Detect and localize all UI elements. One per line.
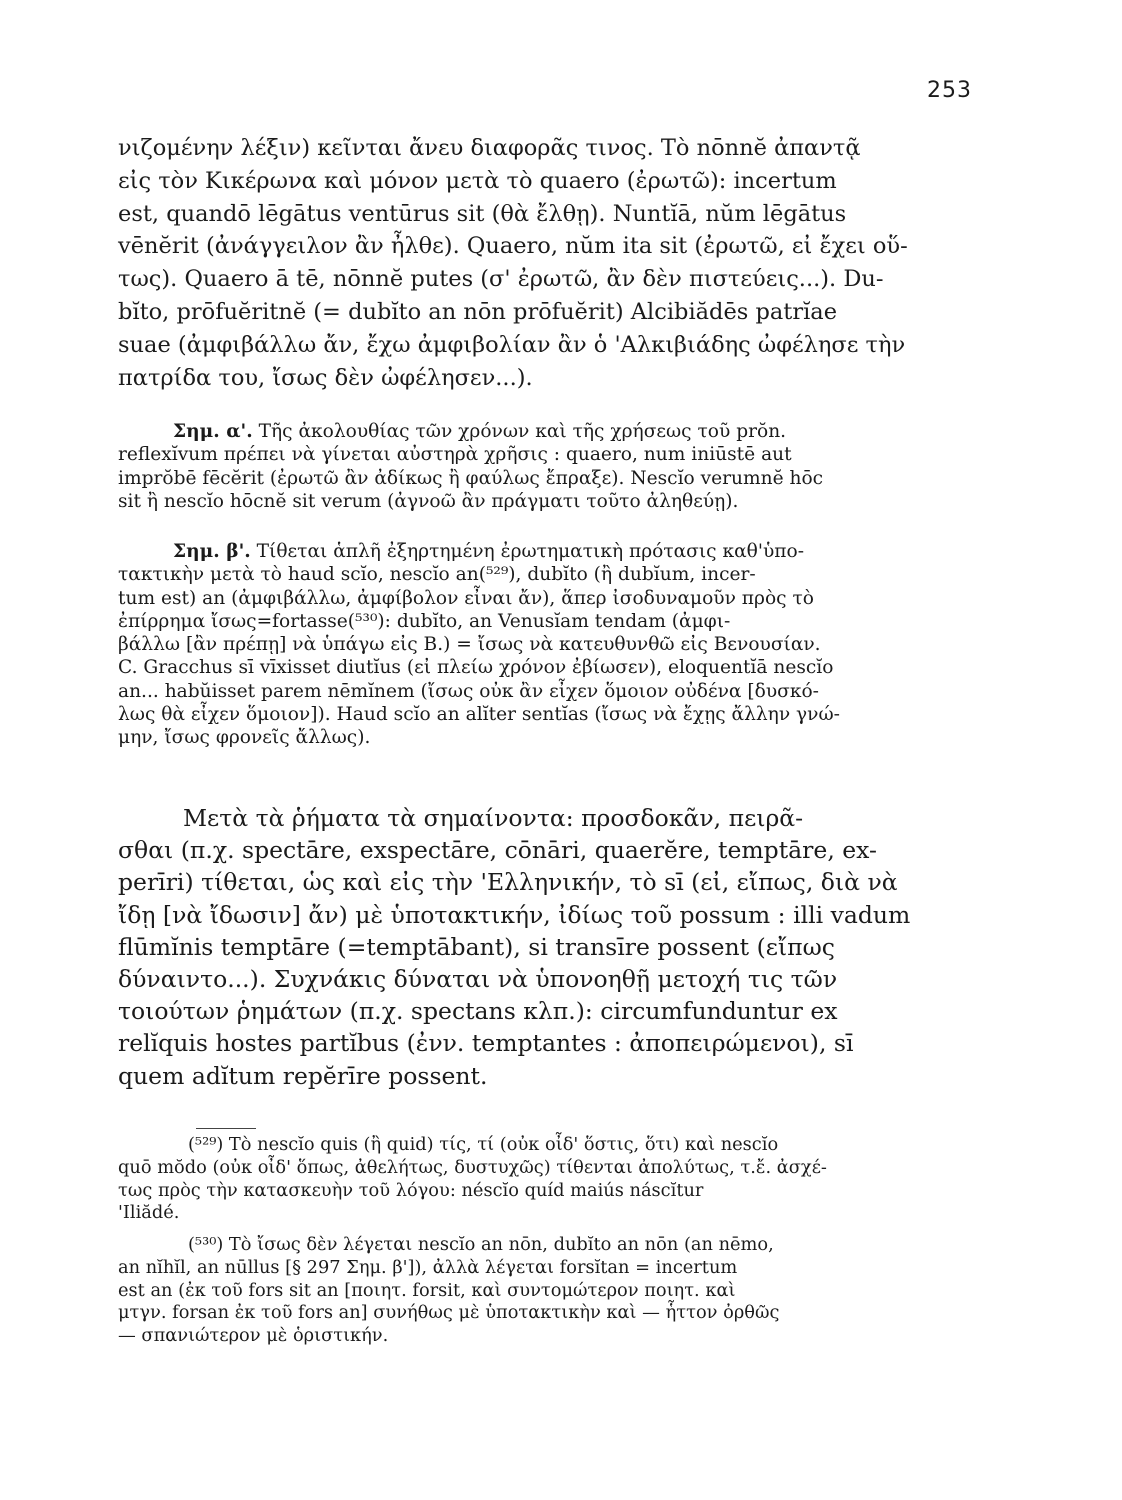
- note-line: an... habŭisset parem nēmĭnem (ἴσως οὐκ ἂν εἶχεν ὅμοιον οὐδένα [δυσκό-: [118, 680, 819, 702]
- footnote-line: 'Iliădé.: [118, 1202, 180, 1224]
- text-line: Μετὰ τὰ ῥήματα τὰ σημαίνοντα: προσδοκᾶν, πειρᾶ-: [183, 804, 804, 832]
- note-line: imprŏbē fēcĕrit (ἐρωτῶ ἂν ἀδίκως ἢ φαύλως ἔπραξε). Nescĭo verumnĕ hōc: [118, 467, 824, 489]
- page-number: 253: [927, 78, 972, 103]
- note-label: Σημ. α'.: [173, 421, 253, 442]
- paragraph-1: [118, 132, 993, 394]
- footnote-530: [118, 1234, 993, 1348]
- note-beta: [118, 540, 993, 750]
- text-line: εἰς τὸν Κικέρωνα καὶ μόνον μετὰ τὸ quaero (ἐρωτῶ): incertum: [118, 167, 837, 194]
- note-line: μην, ἴσως φρονεῖς ἄλλως).: [118, 727, 371, 749]
- footnote-separator: [196, 1128, 256, 1129]
- text-line: perīri) τίθεται, ὡς καὶ εἰς τὴν 'Ελληνικήν, τὸ sī (εἰ, εἴπως, διὰ νὰ: [118, 868, 898, 897]
- text-line: flūmĭnis temptāre (=temptābant), si transīre possent (εἴπως: [118, 932, 835, 961]
- text-line: σθαι (π.χ. spectāre, exspectāre, cōnāri, quaerĕre, temptāre, ex-: [118, 836, 877, 865]
- text-line: relĭquis hostes partĭbus (ἐνν. temptantes : ἀποπειρώμενοι), sī: [118, 1029, 854, 1058]
- note-line: [118, 420, 993, 443]
- note-text: Τῆς ἀκολουθίας τῶν χρόνων καὶ τῆς χρήσεως τοῦ prŏn.: [252, 421, 787, 442]
- note-line: βάλλω [ἂν πρέπῃ] νὰ ὑπάγω εἰς Β.) = ἴσως νὰ κατευθυνθῶ εἰς Βενουσίαν.: [118, 634, 821, 656]
- text-line: est, quandō lēgātus ventūrus sit (θὰ ἔλθῃ). Nuntĭā, nŭm lēgātus: [118, 200, 847, 227]
- footnote-line: (⁵³⁰) Τὸ ἴσως δὲν λέγεται nescĭo an nōn, dubĭto an nōn (an nēmo,: [188, 1234, 774, 1255]
- footnote-529: [118, 1134, 993, 1225]
- note-alpha: [118, 420, 993, 513]
- paragraph-2: [118, 802, 993, 1092]
- note-line: sit ἢ nescĭo hōcnĕ sit verum (ἀγνοῶ ἂν πράγματι τοῦτο ἀληθεύῃ).: [118, 490, 739, 512]
- note-line: tum est) an (ἀμφιβάλλω, ἀμφίβολον εἶναι ἄν), ἅπερ ἰσοδυναμοῦν πρὸς τὸ: [118, 587, 814, 609]
- text-line: suae (ἀμφιβάλλω ἄν, ἔχω ἀμφιβολίαν ἂν ὁ 'Αλκιβιάδης ὠφέλησε τὴν: [118, 331, 906, 358]
- note-line: C. Gracchus sī vīxisset diutĭus (εἰ πλείω χρόνον ἐβίωσεν), eloquentĭā nescĭo: [118, 657, 834, 679]
- note-line: [118, 540, 993, 563]
- footnote-line: μτγν. forsan ἐκ τοῦ fors an] συνήθως μὲ ὑποτακτικὴν καὶ — ἧττον ὀρθῶς: [118, 1302, 780, 1324]
- note-line: λως θὰ εἶχεν ὅμοιον]). Haud scĭo an alĭter sentĭas (ἴσως νὰ ἔχῃς ἄλλην γνώ-: [118, 704, 840, 726]
- note-line: reflexĭvum πρέπει νὰ γίνεται αὐστηρὰ χρῆσις : quaero, num iniūstē aut: [118, 444, 792, 466]
- footnote-line: — σπανιώτερον μὲ ὁριστικήν.: [118, 1325, 389, 1347]
- text-line: vēnĕrit (ἀνάγγειλον ἂν ἦλθε). Quaero, nŭm ita sit (ἐρωτῶ, εἰ ἔχει οὕ-: [118, 233, 908, 260]
- note-text: Τίθεται ἁπλῆ ἐξηρτημένη ἐρωτηματικὴ πρότασις καθ'ὑπο-: [250, 541, 804, 562]
- text-line: ἴδῃ [νὰ ἴδωσιν] ἄν) μὲ ὑποτακτικήν, ἰδίως τοῦ possum : illi vadum: [118, 900, 911, 929]
- note-line: τακτικὴν μετὰ τὸ haud scĭo, nescĭo an(⁵²⁹), dubĭto (ἢ dubĭum, incer-: [118, 564, 756, 586]
- note-line: ἐπίρρημα ἴσως=fortasse(⁵³⁰): dubĭto, an Venusĭam tendam (ἀμφι-: [118, 610, 731, 632]
- footnote-line: quō mŏdo (οὐκ οἶδ' ὅπως, ἀθελήτως, δυστυχῶς) τίθενται ἀπολύτως, τ.ἔ. ἀσχέ-: [118, 1156, 827, 1178]
- footnote-line: an nĭhĭl, an nūllus [§ 297 Σημ. β']), ἀλλὰ λέγεται forsĭtan = incertum: [118, 1256, 738, 1278]
- text-line: bĭto, prōfuĕritnĕ (= dubĭto an nōn prōfuĕrit) Alcibiădēs patrĭae: [118, 298, 838, 325]
- footnote-line: est an (ἐκ τοῦ fors sit an [ποιητ. forsit, καὶ συντομώτερον ποιητ. καὶ: [118, 1279, 736, 1301]
- text-line: quem adĭtum repĕrīre possent.: [118, 1061, 488, 1090]
- text-line: πατρίδα του, ἴσως δὲν ὠφέλησεν...).: [118, 364, 533, 391]
- note-label: Σημ. β'.: [173, 541, 251, 562]
- text-line: νιζομένην λέξιν) κεῖνται ἄνευ διαφορᾶς τινος. Τὸ nōnnĕ ἀπαντᾷ: [118, 135, 861, 161]
- text-line: δύναιντο...). Συχνάκις δύναται νὰ ὑπονοηθῇ μετοχή τις τῶν: [118, 965, 838, 994]
- footnote-line: τως πρὸς τὴν κατασκευὴν τοῦ λόγου: néscĭo quíd maiús náscĭtur: [118, 1179, 704, 1201]
- footnote-line: (⁵²⁹) Τὸ nescĭo quis (ἢ quid) τίς, τί (οὐκ οἶδ' ὅστις, ὅτι) καὶ nescĭo: [188, 1134, 779, 1155]
- text-line: τοιούτων ῥημάτων (π.χ. spectans κλπ.): circumfunduntur ex: [118, 997, 838, 1026]
- text-line: τως). Quaero ā tē, nōnnĕ putes (σ' ἐρωτῶ, ἂν δὲν πιστεύεις...). Du-: [118, 266, 884, 293]
